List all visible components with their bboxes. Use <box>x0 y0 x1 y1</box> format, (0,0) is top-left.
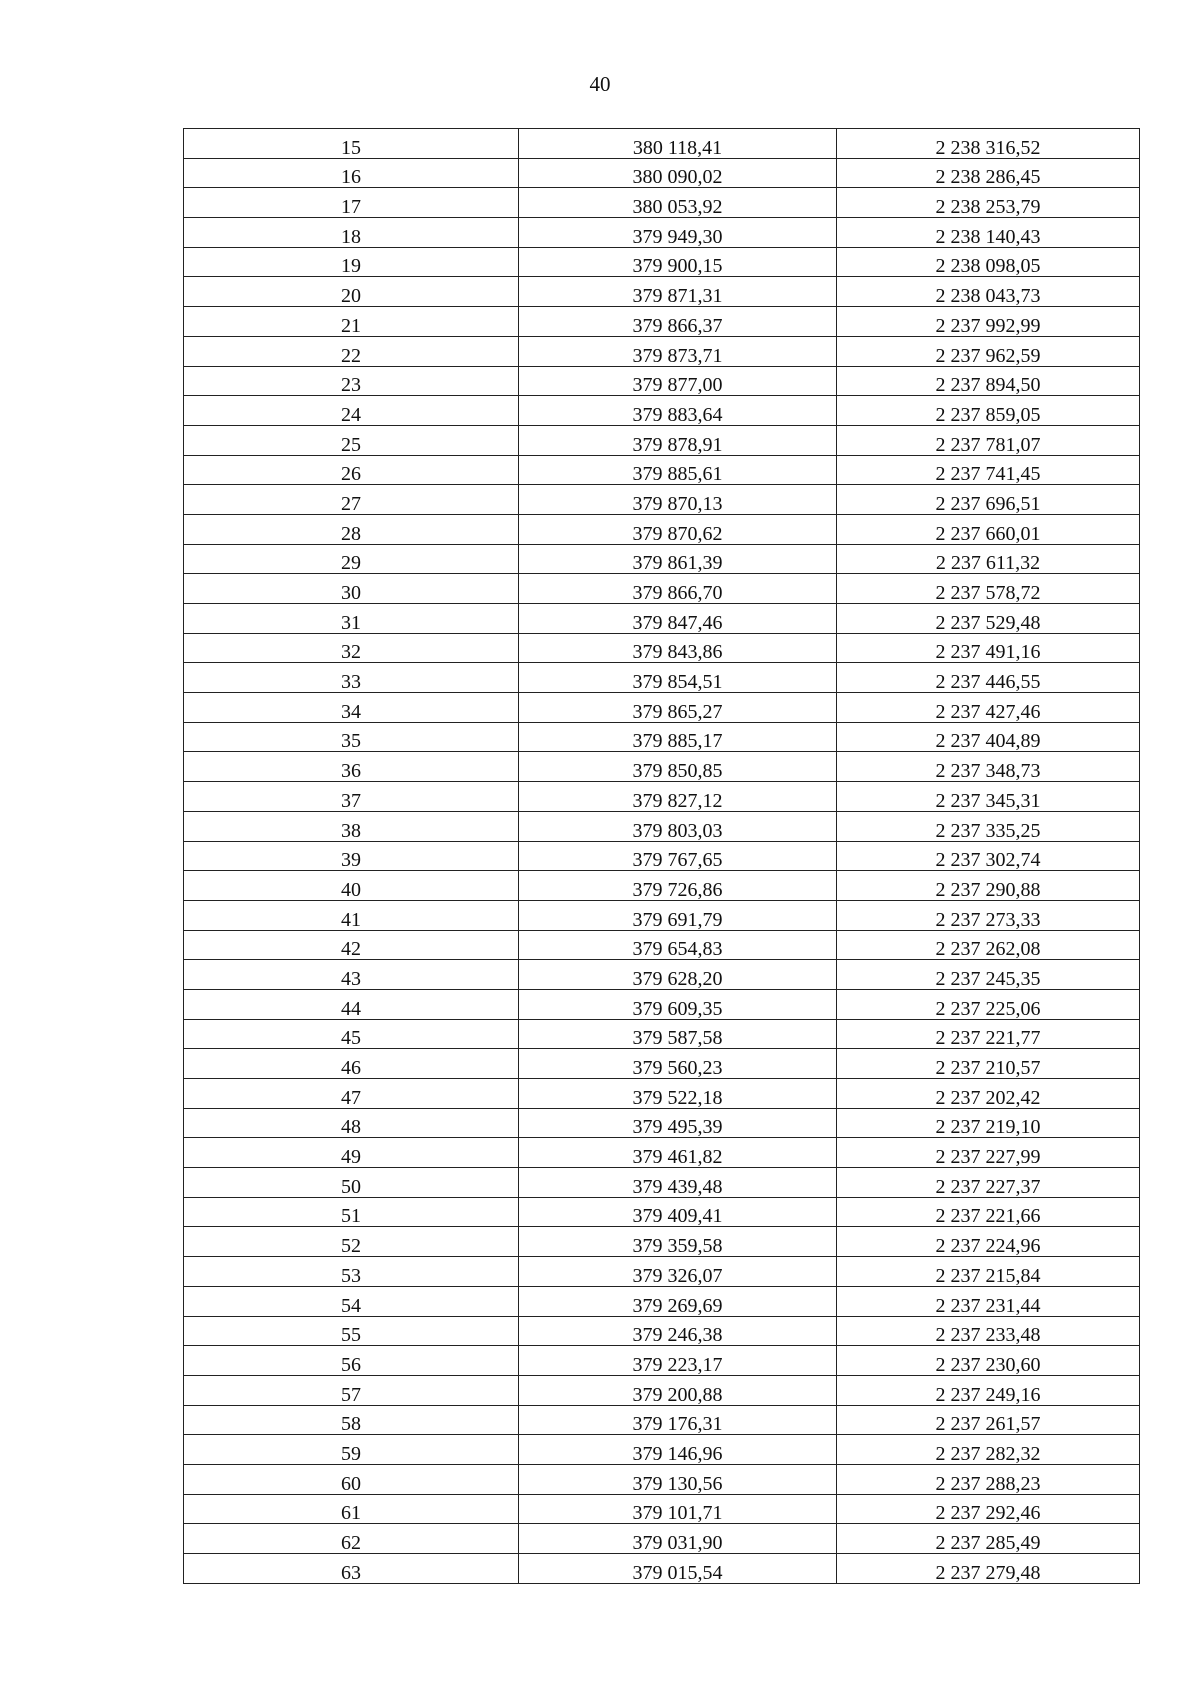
table-row <box>184 960 1140 990</box>
y-coordinate-cell: 2 237 233,48 <box>837 1316 1140 1346</box>
x-coordinate-cell: 379 870,62 <box>519 514 837 544</box>
point-number-cell: 63 <box>184 1554 519 1584</box>
point-number-cell: 32 <box>184 633 519 663</box>
table-row <box>184 1138 1140 1168</box>
x-coordinate-cell: 379 495,39 <box>519 1108 837 1138</box>
y-coordinate-cell: 2 237 249,16 <box>837 1375 1140 1405</box>
point-number-cell: 61 <box>184 1494 519 1524</box>
x-coordinate-cell: 379 326,07 <box>519 1257 837 1287</box>
table-row <box>184 307 1140 337</box>
point-number-cell: 57 <box>184 1375 519 1405</box>
y-coordinate-cell: 2 237 335,25 <box>837 811 1140 841</box>
y-coordinate-cell: 2 237 578,72 <box>837 574 1140 604</box>
point-number-cell: 16 <box>184 158 519 188</box>
y-coordinate-cell: 2 238 253,79 <box>837 188 1140 218</box>
point-number-cell: 30 <box>184 574 519 604</box>
table-row <box>184 455 1140 485</box>
y-coordinate-cell: 2 237 859,05 <box>837 396 1140 426</box>
table-row <box>184 336 1140 366</box>
table-row <box>184 1079 1140 1109</box>
y-coordinate-cell: 2 237 894,50 <box>837 366 1140 396</box>
y-coordinate-cell: 2 237 290,88 <box>837 871 1140 901</box>
coordinates-table-body <box>184 129 1140 1584</box>
x-coordinate-cell: 379 803,03 <box>519 811 837 841</box>
point-number-cell: 25 <box>184 425 519 455</box>
table-row <box>184 485 1140 515</box>
point-number-cell: 21 <box>184 307 519 337</box>
point-number-cell: 50 <box>184 1168 519 1198</box>
x-coordinate-cell: 379 861,39 <box>519 544 837 574</box>
y-coordinate-cell: 2 237 348,73 <box>837 752 1140 782</box>
y-coordinate-cell: 2 237 227,37 <box>837 1168 1140 1198</box>
point-number-cell: 46 <box>184 1049 519 1079</box>
x-coordinate-cell: 379 885,17 <box>519 722 837 752</box>
x-coordinate-cell: 379 865,27 <box>519 693 837 723</box>
y-coordinate-cell: 2 237 491,16 <box>837 633 1140 663</box>
x-coordinate-cell: 379 654,83 <box>519 930 837 960</box>
x-coordinate-cell: 379 146,96 <box>519 1435 837 1465</box>
point-number-cell: 55 <box>184 1316 519 1346</box>
x-coordinate-cell: 379 560,23 <box>519 1049 837 1079</box>
x-coordinate-cell: 379 871,31 <box>519 277 837 307</box>
point-number-cell: 56 <box>184 1346 519 1376</box>
x-coordinate-cell: 379 176,31 <box>519 1405 837 1435</box>
y-coordinate-cell: 2 237 219,10 <box>837 1108 1140 1138</box>
point-number-cell: 40 <box>184 871 519 901</box>
y-coordinate-cell: 2 237 261,57 <box>837 1405 1140 1435</box>
table-row <box>184 1464 1140 1494</box>
point-number-cell: 29 <box>184 544 519 574</box>
y-coordinate-cell: 2 237 345,31 <box>837 782 1140 812</box>
table-row <box>184 663 1140 693</box>
y-coordinate-cell: 2 238 140,43 <box>837 218 1140 248</box>
table-row <box>184 158 1140 188</box>
x-coordinate-cell: 379 877,00 <box>519 366 837 396</box>
x-coordinate-cell: 379 866,37 <box>519 307 837 337</box>
table-row <box>184 811 1140 841</box>
point-number-cell: 26 <box>184 455 519 485</box>
table-row <box>184 1108 1140 1138</box>
point-number-cell: 62 <box>184 1524 519 1554</box>
point-number-cell: 18 <box>184 218 519 248</box>
table-row <box>184 514 1140 544</box>
point-number-cell: 23 <box>184 366 519 396</box>
table-row <box>184 871 1140 901</box>
table-row <box>184 1494 1140 1524</box>
table-row <box>184 1375 1140 1405</box>
x-coordinate-cell: 379 522,18 <box>519 1079 837 1109</box>
x-coordinate-cell: 379 015,54 <box>519 1554 837 1584</box>
point-number-cell: 53 <box>184 1257 519 1287</box>
table-row <box>184 722 1140 752</box>
x-coordinate-cell: 379 223,17 <box>519 1346 837 1376</box>
point-number-cell: 59 <box>184 1435 519 1465</box>
table-row <box>184 1286 1140 1316</box>
point-number-cell: 54 <box>184 1286 519 1316</box>
x-coordinate-cell: 380 090,02 <box>519 158 837 188</box>
table-row <box>184 930 1140 960</box>
point-number-cell: 43 <box>184 960 519 990</box>
point-number-cell: 22 <box>184 336 519 366</box>
y-coordinate-cell: 2 237 215,84 <box>837 1257 1140 1287</box>
x-coordinate-cell: 379 870,13 <box>519 485 837 515</box>
point-number-cell: 48 <box>184 1108 519 1138</box>
table-row <box>184 1257 1140 1287</box>
y-coordinate-cell: 2 237 302,74 <box>837 841 1140 871</box>
x-coordinate-cell: 379 827,12 <box>519 782 837 812</box>
y-coordinate-cell: 2 237 529,48 <box>837 604 1140 634</box>
y-coordinate-cell: 2 237 227,99 <box>837 1138 1140 1168</box>
x-coordinate-cell: 379 843,86 <box>519 633 837 663</box>
x-coordinate-cell: 380 053,92 <box>519 188 837 218</box>
y-coordinate-cell: 2 238 286,45 <box>837 158 1140 188</box>
y-coordinate-cell: 2 237 230,60 <box>837 1346 1140 1376</box>
point-number-cell: 31 <box>184 604 519 634</box>
point-number-cell: 42 <box>184 930 519 960</box>
x-coordinate-cell: 379 850,85 <box>519 752 837 782</box>
point-number-cell: 51 <box>184 1197 519 1227</box>
point-number-cell: 19 <box>184 247 519 277</box>
table-row <box>184 1316 1140 1346</box>
table-row <box>184 396 1140 426</box>
table-row <box>184 1524 1140 1554</box>
table-row <box>184 693 1140 723</box>
y-coordinate-cell: 2 237 660,01 <box>837 514 1140 544</box>
table-row <box>184 129 1140 159</box>
x-coordinate-cell: 379 866,70 <box>519 574 837 604</box>
point-number-cell: 58 <box>184 1405 519 1435</box>
point-number-cell: 20 <box>184 277 519 307</box>
table-row <box>184 841 1140 871</box>
table-row <box>184 1227 1140 1257</box>
x-coordinate-cell: 379 461,82 <box>519 1138 837 1168</box>
y-coordinate-cell: 2 238 316,52 <box>837 129 1140 159</box>
x-coordinate-cell: 379 031,90 <box>519 1524 837 1554</box>
x-coordinate-cell: 379 726,86 <box>519 871 837 901</box>
point-number-cell: 37 <box>184 782 519 812</box>
y-coordinate-cell: 2 237 224,96 <box>837 1227 1140 1257</box>
x-coordinate-cell: 379 101,71 <box>519 1494 837 1524</box>
y-coordinate-cell: 2 237 404,89 <box>837 722 1140 752</box>
x-coordinate-cell: 379 847,46 <box>519 604 837 634</box>
x-coordinate-cell: 379 439,48 <box>519 1168 837 1198</box>
x-coordinate-cell: 379 691,79 <box>519 900 837 930</box>
table-row <box>184 425 1140 455</box>
y-coordinate-cell: 2 237 992,99 <box>837 307 1140 337</box>
y-coordinate-cell: 2 237 210,57 <box>837 1049 1140 1079</box>
point-number-cell: 28 <box>184 514 519 544</box>
point-number-cell: 24 <box>184 396 519 426</box>
y-coordinate-cell: 2 237 279,48 <box>837 1554 1140 1584</box>
coordinates-table <box>183 128 1140 1584</box>
point-number-cell: 39 <box>184 841 519 871</box>
table-row <box>184 604 1140 634</box>
table-row <box>184 1168 1140 1198</box>
table-row <box>184 1405 1140 1435</box>
y-coordinate-cell: 2 237 262,08 <box>837 930 1140 960</box>
y-coordinate-cell: 2 237 292,46 <box>837 1494 1140 1524</box>
y-coordinate-cell: 2 237 225,06 <box>837 989 1140 1019</box>
table-row <box>184 1435 1140 1465</box>
y-coordinate-cell: 2 237 446,55 <box>837 663 1140 693</box>
x-coordinate-cell: 379 628,20 <box>519 960 837 990</box>
table-row <box>184 247 1140 277</box>
y-coordinate-cell: 2 237 696,51 <box>837 485 1140 515</box>
table-row <box>184 218 1140 248</box>
table-row <box>184 782 1140 812</box>
x-coordinate-cell: 379 883,64 <box>519 396 837 426</box>
table-row <box>184 900 1140 930</box>
point-number-cell: 47 <box>184 1079 519 1109</box>
point-number-cell: 33 <box>184 663 519 693</box>
table-row <box>184 1197 1140 1227</box>
y-coordinate-cell: 2 237 221,77 <box>837 1019 1140 1049</box>
x-coordinate-cell: 380 118,41 <box>519 129 837 159</box>
y-coordinate-cell: 2 237 741,45 <box>837 455 1140 485</box>
table-row <box>184 1019 1140 1049</box>
x-coordinate-cell: 379 885,61 <box>519 455 837 485</box>
table-row <box>184 1049 1140 1079</box>
x-coordinate-cell: 379 409,41 <box>519 1197 837 1227</box>
point-number-cell: 60 <box>184 1464 519 1494</box>
table-row <box>184 1346 1140 1376</box>
y-coordinate-cell: 2 237 427,46 <box>837 693 1140 723</box>
y-coordinate-cell: 2 238 043,73 <box>837 277 1140 307</box>
x-coordinate-cell: 379 246,38 <box>519 1316 837 1346</box>
table-row <box>184 1554 1140 1584</box>
point-number-cell: 17 <box>184 188 519 218</box>
y-coordinate-cell: 2 237 962,59 <box>837 336 1140 366</box>
point-number-cell: 35 <box>184 722 519 752</box>
point-number-cell: 36 <box>184 752 519 782</box>
x-coordinate-cell: 379 900,15 <box>519 247 837 277</box>
y-coordinate-cell: 2 238 098,05 <box>837 247 1140 277</box>
y-coordinate-cell: 2 237 285,49 <box>837 1524 1140 1554</box>
point-number-cell: 49 <box>184 1138 519 1168</box>
table-row <box>184 574 1140 604</box>
point-number-cell: 44 <box>184 989 519 1019</box>
x-coordinate-cell: 379 767,65 <box>519 841 837 871</box>
table-row <box>184 633 1140 663</box>
x-coordinate-cell: 379 359,58 <box>519 1227 837 1257</box>
x-coordinate-cell: 379 878,91 <box>519 425 837 455</box>
x-coordinate-cell: 379 854,51 <box>519 663 837 693</box>
point-number-cell: 15 <box>184 129 519 159</box>
table-row <box>184 366 1140 396</box>
x-coordinate-cell: 379 873,71 <box>519 336 837 366</box>
point-number-cell: 38 <box>184 811 519 841</box>
point-number-cell: 34 <box>184 693 519 723</box>
table-row <box>184 752 1140 782</box>
y-coordinate-cell: 2 237 202,42 <box>837 1079 1140 1109</box>
point-number-cell: 27 <box>184 485 519 515</box>
x-coordinate-cell: 379 130,56 <box>519 1464 837 1494</box>
point-number-cell: 41 <box>184 900 519 930</box>
table-row <box>184 188 1140 218</box>
table-row <box>184 544 1140 574</box>
page-number: 40 <box>589 72 611 96</box>
y-coordinate-cell: 2 237 245,35 <box>837 960 1140 990</box>
y-coordinate-cell: 2 237 282,32 <box>837 1435 1140 1465</box>
y-coordinate-cell: 2 237 221,66 <box>837 1197 1140 1227</box>
y-coordinate-cell: 2 237 231,44 <box>837 1286 1140 1316</box>
y-coordinate-cell: 2 237 611,32 <box>837 544 1140 574</box>
table-row <box>184 989 1140 1019</box>
table-row <box>184 277 1140 307</box>
y-coordinate-cell: 2 237 273,33 <box>837 900 1140 930</box>
x-coordinate-cell: 379 200,88 <box>519 1375 837 1405</box>
y-coordinate-cell: 2 237 781,07 <box>837 425 1140 455</box>
point-number-cell: 52 <box>184 1227 519 1257</box>
x-coordinate-cell: 379 949,30 <box>519 218 837 248</box>
y-coordinate-cell: 2 237 288,23 <box>837 1464 1140 1494</box>
point-number-cell: 45 <box>184 1019 519 1049</box>
x-coordinate-cell: 379 609,35 <box>519 989 837 1019</box>
x-coordinate-cell: 379 587,58 <box>519 1019 837 1049</box>
x-coordinate-cell: 379 269,69 <box>519 1286 837 1316</box>
